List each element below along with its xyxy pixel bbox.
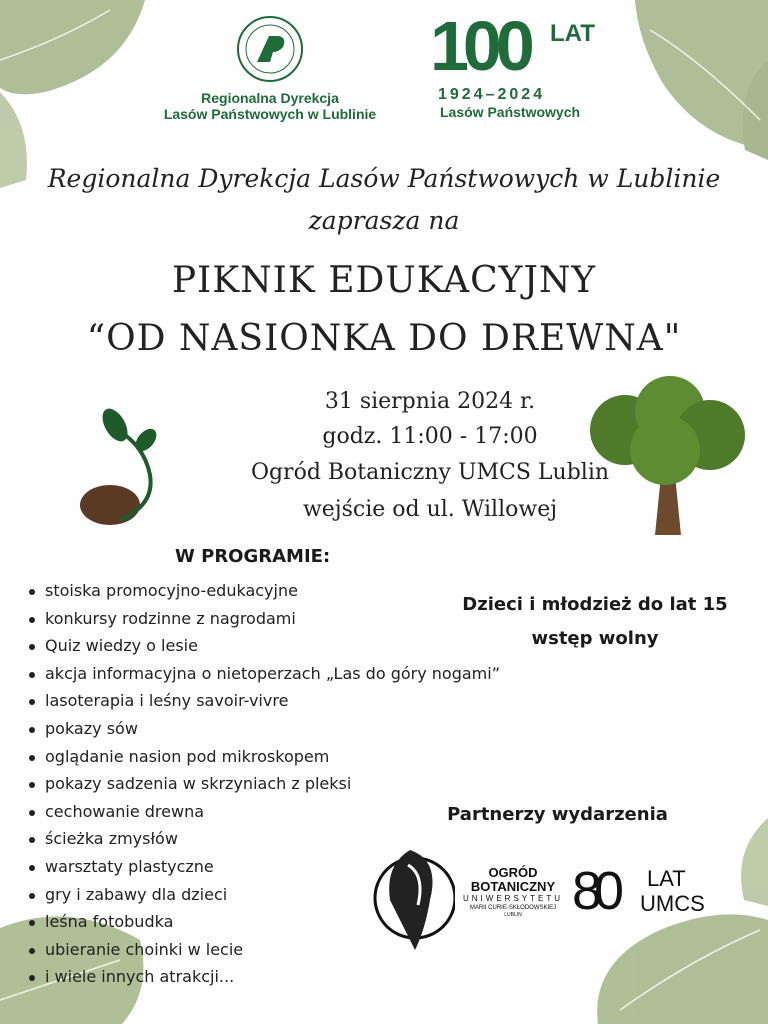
centenary-years: 1924–2024: [438, 86, 546, 103]
rdlp-name-line2: Lasów Państwowych w Lublinie: [163, 106, 377, 122]
umcs-name: UMCS: [640, 891, 705, 916]
admission-line2: wstęp wolny: [531, 628, 659, 649]
botanical-garden-logo: [458, 866, 568, 919]
program-item: i wiele innych atrakcji...: [28, 965, 500, 993]
umcs-lat: LAT: [647, 866, 686, 891]
centenary-lat: LAT: [550, 20, 595, 47]
program-item: pokazy sadzenia w skrzyniach z pleksi: [28, 772, 500, 800]
program-item: konkursy rodzinne z nagrodami: [28, 607, 500, 635]
program-item: pokazy sów: [28, 717, 500, 745]
garden-line2: BOTANICZNY: [470, 879, 556, 894]
program-item: oglądanie nasion pod mikroskopem: [28, 745, 500, 773]
garden-line3: UNIWERSYTETU: [463, 894, 563, 903]
iris-logo-icon: [370, 840, 455, 955]
rdlp-name-line1: Regionalna Dyrekcja: [201, 90, 339, 106]
garden-line1: OGRÓD: [488, 865, 538, 880]
invites-line: zaprasza na: [308, 206, 460, 235]
centenary-subtitle: Lasów Państwowych: [440, 104, 581, 120]
program-item: lasoterapia i leśny savoir-vivre: [28, 689, 500, 717]
admission-line1: Dzieci i młodzież do lat 15: [462, 594, 728, 615]
garden-line5: LUBLIN: [504, 912, 522, 918]
program-item: gry i zabawy dla dzieci: [28, 883, 500, 911]
program-item: stoiska promocyjno-edukacyjne: [28, 579, 500, 607]
program-heading: W PROGRAMIE:: [175, 546, 331, 567]
program-item: akcja informacyjna o nietoperzach „Las do góry nogami”: [28, 662, 500, 690]
event-place: Ogród Botaniczny UMCS Lublin: [250, 460, 610, 485]
event-date: 31 sierpnia 2024 r.: [324, 389, 536, 414]
centenary-number: 100: [430, 7, 529, 85]
umcs-80-number: 80: [572, 861, 617, 921]
tree-icon: [585, 375, 750, 545]
event-title-line1: PIKNIK EDUKACYJNY: [171, 260, 597, 301]
partners-heading: Partnerzy wydarzenia: [447, 804, 668, 825]
event-entrance: wejście od ul. Willowej: [302, 497, 558, 522]
seedling-icon: [70, 405, 170, 535]
event-title-line2: “OD NASIONKA DO DREWNA": [86, 318, 682, 359]
program-item: Quiz wiedzy o lesie: [28, 634, 500, 662]
program-item: ścieżka zmysłów: [28, 827, 500, 855]
organizer-line: Regionalna Dyrekcja Lasów Państwowych w Lublinie: [47, 164, 721, 193]
event-time: godz. 11:00 - 17:00: [322, 424, 538, 449]
program-item: warsztaty plastyczne: [28, 855, 500, 883]
program-item: ubieranie choinki w lecie: [28, 938, 500, 966]
rdlp-logo: [150, 14, 390, 122]
program-item: cechowanie drewna: [28, 800, 500, 828]
lasy-panstwowe-emblem-icon: [235, 14, 305, 84]
umcs-80-logo: [572, 861, 717, 928]
program-item: leśna fotobudka: [28, 910, 500, 938]
centenary-logo: [430, 7, 620, 120]
garden-line4: MARII CURIE-SKŁODOWSKIEJ: [469, 905, 557, 911]
